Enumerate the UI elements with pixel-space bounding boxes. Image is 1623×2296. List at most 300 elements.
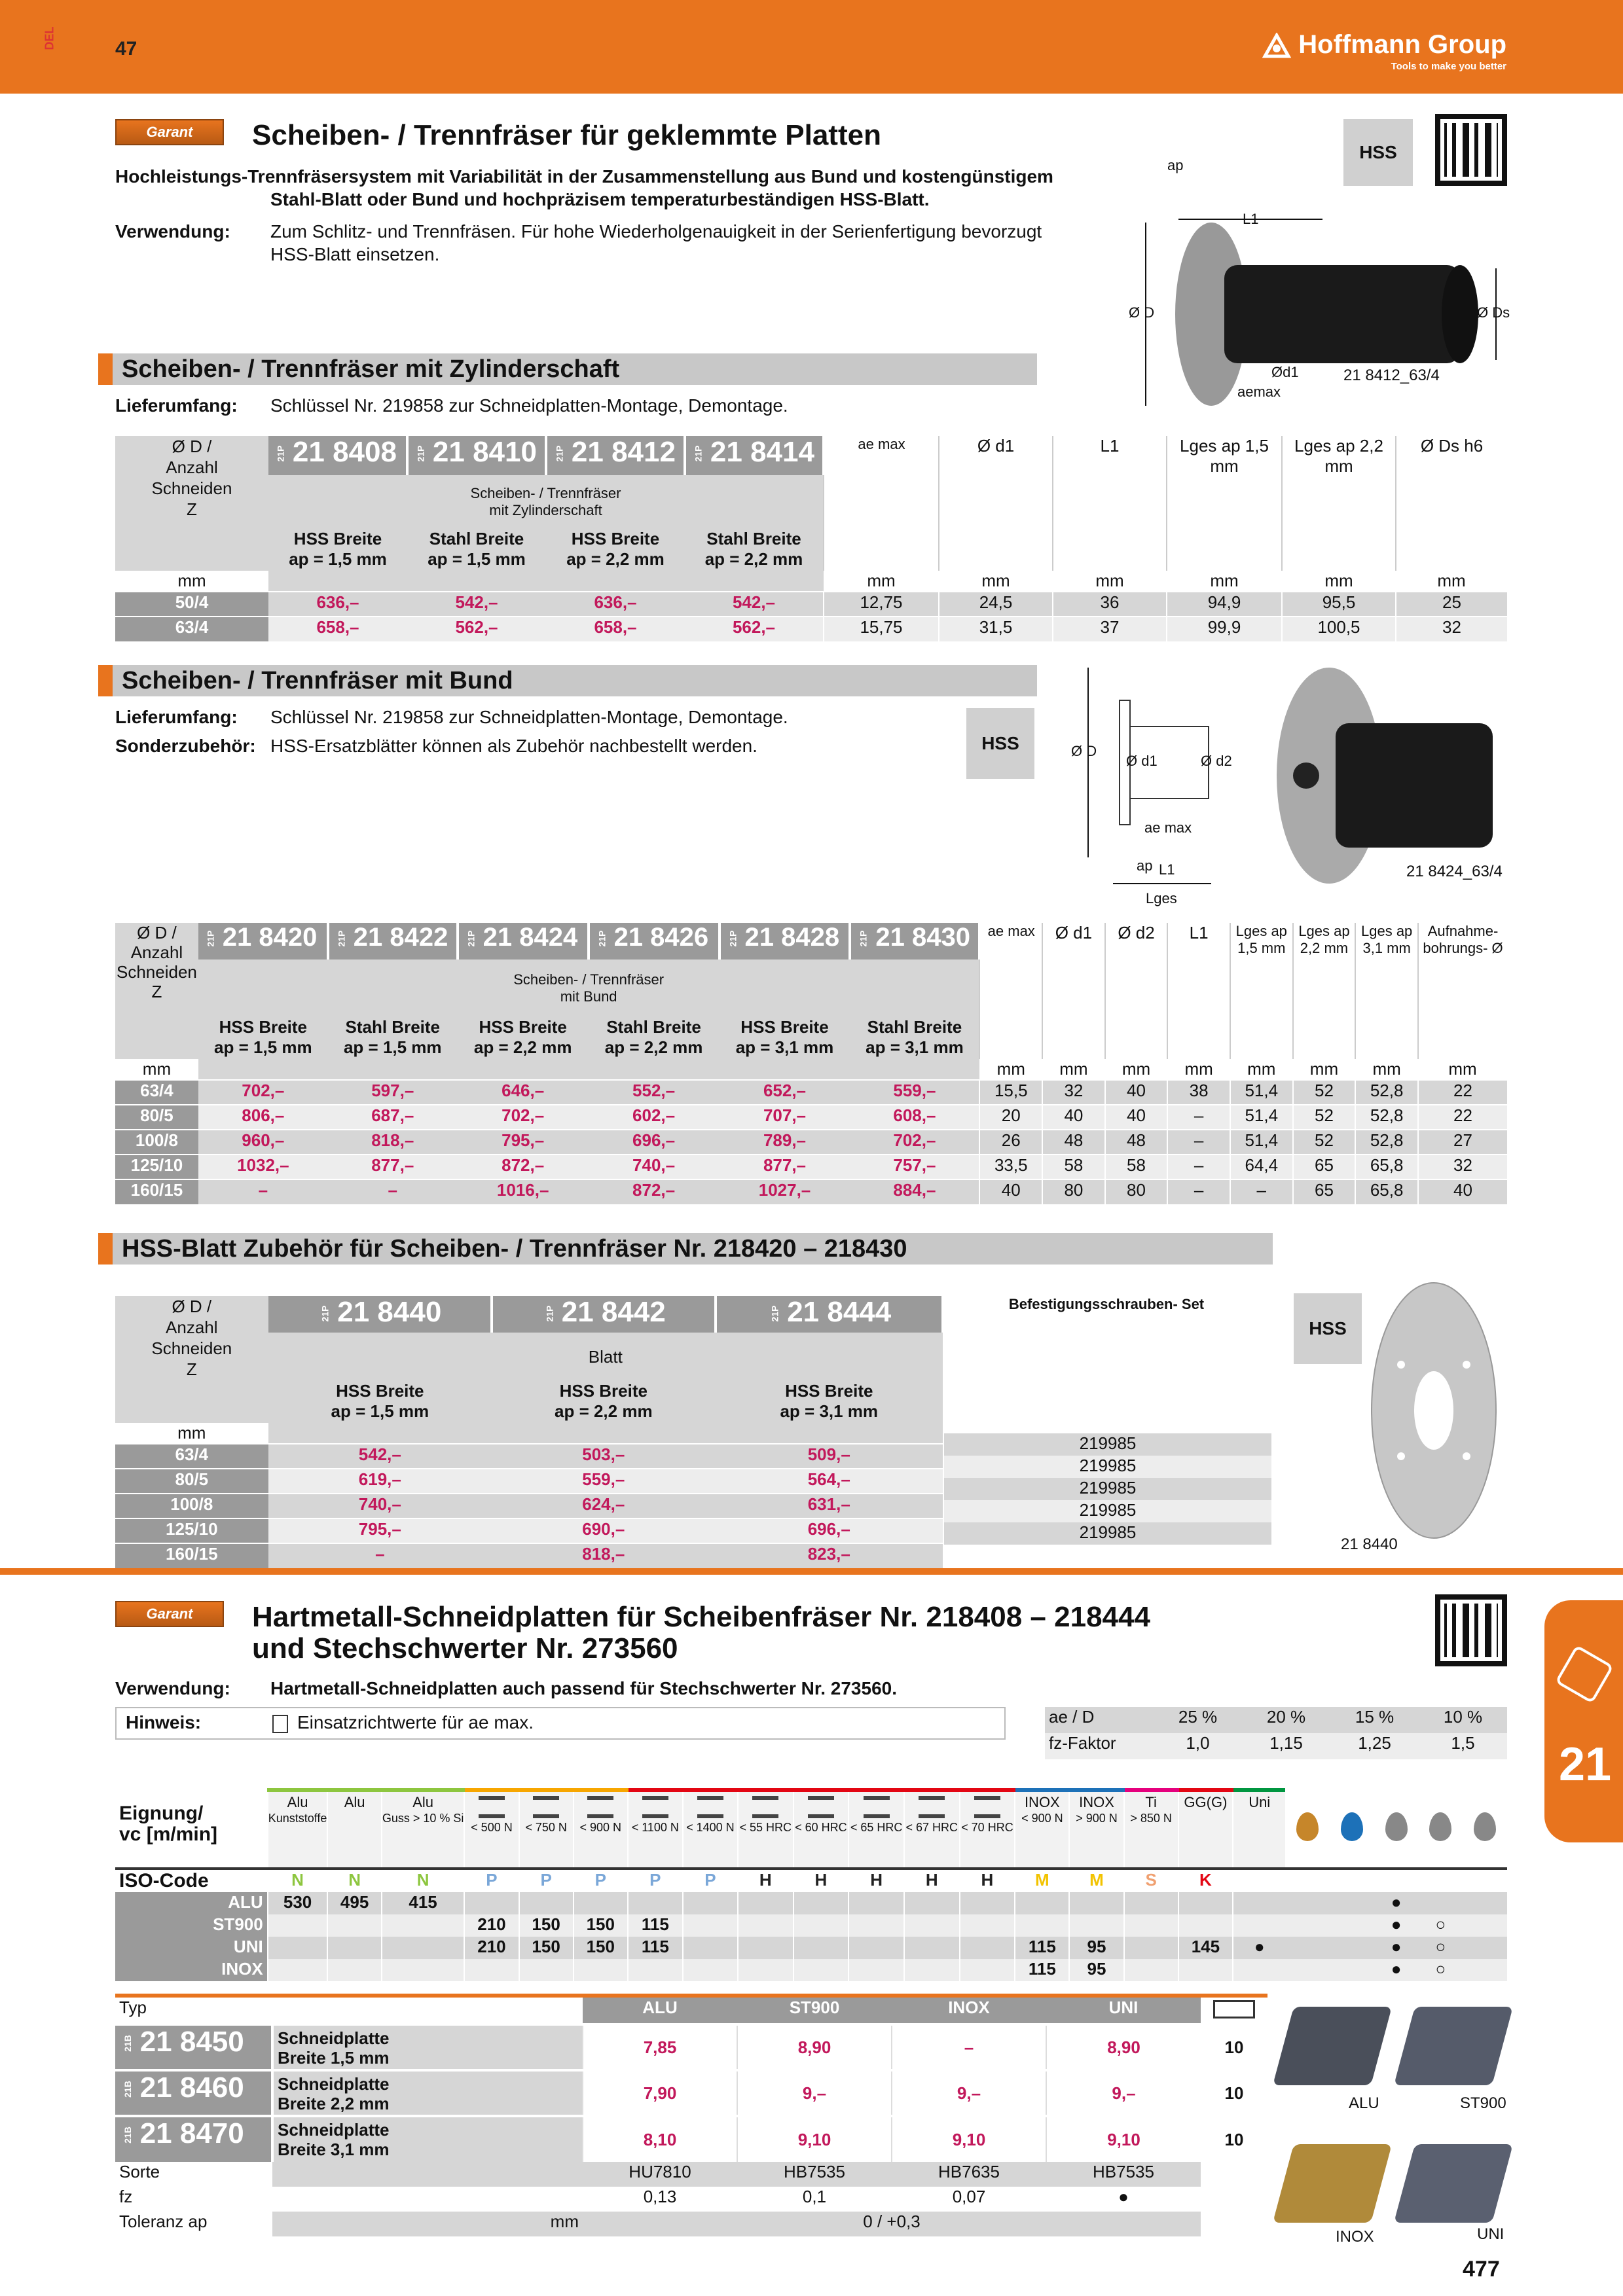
pack-qty: 10 (1224, 2083, 1244, 2103)
brand-name: Hoffmann Group (1298, 30, 1506, 59)
dim-ds: Ø Ds (1477, 304, 1510, 321)
coolant-suit (1285, 1937, 1330, 1959)
hint-label: Hinweis: (126, 1712, 202, 1732)
vc-value (848, 1959, 904, 1981)
iso-code: S (1124, 1869, 1178, 1892)
price-cell: 658,– (546, 617, 685, 641)
price-cell: 509,– (716, 1444, 943, 1469)
vc-value (848, 1914, 904, 1937)
vc-value (793, 1914, 849, 1937)
article-218410[interactable]: 21P 21 8410 (407, 436, 546, 475)
coolant-suit (1463, 1914, 1507, 1937)
suit-grid (115, 1788, 1507, 1981)
dim-ap-2: ap (1137, 857, 1153, 874)
vc-value (904, 1959, 960, 1981)
dim-d1: Ød1 (1271, 364, 1299, 380)
brand-tagline: Tools to make you better (1391, 61, 1506, 72)
dim-cell: 100,5 (1282, 617, 1396, 641)
insert-article[interactable] (115, 2024, 272, 2070)
set-number: 219985 (944, 1500, 1271, 1522)
price-cell: 619,– (268, 1469, 492, 1494)
vc-value (1124, 1914, 1178, 1937)
vc-value: 115 (628, 1937, 683, 1959)
price-cell: 702,– (458, 1105, 589, 1130)
vc-value: 495 (327, 1892, 381, 1914)
dim-cell: 27 (1418, 1130, 1507, 1155)
table-row (115, 1130, 1507, 1155)
price-cell: 559,– (850, 1080, 979, 1105)
article-218412[interactable]: 21P 21 8412 (546, 436, 685, 475)
chapter-tab[interactable] (1544, 1600, 1623, 1842)
dim-cell: 51,4 (1230, 1105, 1293, 1130)
price-cell: 960,– (198, 1130, 328, 1155)
dim-cell: 38 (1167, 1080, 1230, 1105)
row-size: 125/10 (115, 1518, 268, 1543)
article-218414[interactable]: 21P 21 8414 (685, 436, 824, 475)
vc-value (738, 1892, 793, 1914)
iso-code: H (738, 1869, 793, 1892)
img-label: UNI (1477, 2225, 1504, 2243)
price-cell: 652,– (720, 1080, 850, 1105)
hint-box (115, 1707, 1006, 1740)
material-icon (479, 1796, 505, 1818)
table-icon (272, 1715, 288, 1733)
suit-label-line: vc [m/min] (119, 1823, 218, 1845)
vc-value (793, 1959, 849, 1981)
coolant-suit (1285, 1914, 1330, 1937)
iso-label: ISO-Code (115, 1869, 268, 1892)
price-cell: 702,– (198, 1080, 328, 1105)
dim-cell: 24,5 (939, 592, 1053, 617)
table-row (944, 1522, 1271, 1545)
img-label: ST900 (1460, 2094, 1506, 2112)
sub-header: Scheiben- / Trennfräser mit Zylinderschaft (268, 475, 824, 529)
dim-cell: – (1230, 1179, 1293, 1204)
price-cell: 597,– (328, 1080, 458, 1105)
dim-cell: 33,5 (979, 1155, 1042, 1179)
drawing-caption-2: 21 8424_63/4 (1406, 863, 1503, 880)
material-name: INOX (1024, 1794, 1060, 1810)
iso-code: N (268, 1869, 328, 1892)
row-size: 100/8 (115, 1494, 268, 1518)
fz-val: 0,13 (643, 2187, 677, 2206)
article-218430[interactable]: 21P 21 8430 (850, 923, 979, 960)
vc-value (268, 1959, 328, 1981)
table-bund (115, 923, 1507, 1204)
row-size: 80/5 (115, 1469, 268, 1494)
row-size: 50/4 (115, 592, 268, 617)
dim-cell: 65 (1293, 1179, 1356, 1204)
air-icon (1474, 1812, 1496, 1841)
vc-value (327, 1914, 381, 1937)
material-icon (864, 1796, 890, 1818)
dim-cell: 52,8 (1355, 1105, 1418, 1130)
vc-value (904, 1892, 960, 1914)
fz-val: 0,1 (802, 2187, 827, 2206)
coolant-suit: ● (1374, 1914, 1419, 1937)
sorte-val: HB7535 (737, 2162, 892, 2187)
head-aemax-2: ae max (979, 923, 1042, 1059)
vc-value: 115 (628, 1914, 683, 1937)
inserts-title-2: und Stechschwerter Nr. 273560 (252, 1632, 678, 1664)
vc-value (382, 1959, 465, 1981)
dim-cell: 40 (979, 1179, 1042, 1204)
dim-cell: 58 (1042, 1155, 1105, 1179)
material-col (574, 1790, 628, 1869)
vc-value: 150 (519, 1914, 574, 1937)
material-col (793, 1790, 849, 1869)
vc-value: 210 (464, 1914, 519, 1937)
iso-code: M (1069, 1869, 1123, 1892)
coolant-oil-icon (1296, 1812, 1319, 1841)
material-sub: < 60 HRC (795, 1821, 847, 1834)
suit-label (115, 1790, 268, 1869)
use-text-2: HSS-Blatt einsetzen. (270, 244, 440, 264)
article-prefix: 21B (122, 2081, 133, 2098)
desc-line: Schneidplatte (278, 2120, 390, 2140)
suit-row (115, 1914, 1507, 1937)
variant-2: Stahl Breite ap = 1,5 mm (407, 529, 546, 571)
section-title-3: HSS-Blatt Zubehör für Scheiben- / Trennfräser Nr. 218420 – 218430 (98, 1233, 1273, 1265)
material-col (382, 1790, 465, 1869)
table-row (115, 1105, 1507, 1130)
img-label: ALU (1349, 2094, 1379, 2112)
drawing-caption-1: 21 8412_63/4 (1343, 367, 1440, 384)
sub-header-3: Blatt (268, 1333, 943, 1381)
dim-cell: 80 (1105, 1179, 1168, 1204)
unit: mm (1448, 1059, 1477, 1079)
insert-image-st900 (1394, 2007, 1513, 2085)
material-col (464, 1790, 519, 1869)
article-218420[interactable]: 21P 21 8420 (198, 923, 328, 960)
lief-text-2: Schlüssel Nr. 219858 zur Schneidplatten-Montage, Demontage. (270, 707, 788, 727)
material-sub: < 1400 N (686, 1821, 735, 1834)
price-cell: 658,– (268, 617, 407, 641)
row-size: 63/4 (115, 1444, 268, 1469)
coolant-emulsion-icon (1341, 1812, 1363, 1841)
dim-cell: 26 (979, 1130, 1042, 1155)
iso-code: K (1178, 1869, 1233, 1892)
dim-ap: ap (1167, 157, 1184, 173)
grade-name: UNI (115, 1937, 268, 1959)
table-row (944, 1478, 1271, 1500)
vc-value (327, 1937, 381, 1959)
insert-images (1283, 1994, 1506, 2262)
dim-cell: 52 (1293, 1130, 1356, 1155)
price-cell: 757,– (850, 1155, 979, 1179)
dim-cell: 65,8 (1355, 1155, 1418, 1179)
dim-cell: 51,4 (1230, 1130, 1293, 1155)
price-cell: 608,– (850, 1105, 979, 1130)
article-218424[interactable]: 21P 21 8424 (458, 923, 589, 960)
lief-text-1: Schlüssel Nr. 219858 zur Schneidplatten-Montage, Demontage. (270, 395, 788, 416)
table-row (115, 1494, 943, 1518)
article-218422[interactable]: 21P 21 8422 (328, 923, 458, 960)
dim-cell: 36 (1053, 592, 1167, 617)
material-col (327, 1790, 381, 1869)
drawing-cylinder-shank (1126, 157, 1506, 419)
price-cell: 696,– (589, 1130, 720, 1155)
desc-line: Breite 1,5 mm (278, 2048, 390, 2068)
price-cell: 877,– (720, 1155, 850, 1179)
head-d1: Ø d1 (939, 436, 1053, 571)
suitability-table (115, 1788, 1507, 1981)
set-header: Befestigungsschrauben- Set (1008, 1296, 1205, 1312)
divider (0, 1568, 1623, 1575)
price-cell: – (328, 1179, 458, 1204)
material-sub: Kunststoffe (268, 1812, 327, 1825)
vc-value: 415 (382, 1892, 465, 1914)
dry-icon (1429, 1812, 1451, 1841)
dim-cell: 48 (1105, 1130, 1168, 1155)
vc-value (904, 1914, 960, 1937)
vc-value (1233, 1959, 1285, 1981)
vc-value (793, 1937, 849, 1959)
price-cell: 8,90 (737, 2024, 892, 2070)
ae-val: 20 % (1266, 1707, 1306, 1727)
hss-badge-3: HSS (1294, 1293, 1362, 1364)
table-row (115, 1543, 943, 1568)
hint-text: Einsatzrichtwerte für ae max. (297, 1712, 534, 1732)
material-sub: < 500 N (471, 1821, 513, 1834)
unit: mm (1247, 1059, 1276, 1079)
dim-cell: – (1167, 1105, 1230, 1130)
price-cell: 818,– (492, 1543, 715, 1568)
vc-value: 210 (464, 1937, 519, 1959)
material-col (1233, 1790, 1285, 1869)
table-row (115, 1444, 943, 1469)
coolant-suit (1330, 1892, 1374, 1914)
price-cell: 806,– (198, 1105, 328, 1130)
dim-cell: 40 (1042, 1105, 1105, 1130)
vc-value: 150 (574, 1937, 628, 1959)
variant-3-2: HSS Breite ap = 2,2 mm (492, 1381, 715, 1423)
pack-qty: 10 (1224, 2129, 1244, 2149)
fz-head: fz-Faktor (1049, 1733, 1116, 1753)
price-cell: 7,85 (583, 2024, 737, 2070)
sub-header-2: Scheiben- / Trennfräser mit Bund (198, 960, 980, 1017)
material-col (268, 1790, 328, 1869)
coolant-suit (1463, 1937, 1507, 1959)
brand-logo (1262, 30, 1506, 72)
article-218442[interactable]: 21P 21 8442 (492, 1296, 715, 1333)
desc-line: Breite 2,2 mm (278, 2094, 390, 2113)
material-sub: < 900 N (579, 1821, 622, 1834)
unit: mm (142, 1059, 172, 1079)
material-icon (697, 1796, 723, 1818)
price-cell: 696,– (716, 1518, 943, 1543)
iso-code: H (793, 1869, 849, 1892)
unit: mm (1372, 1059, 1401, 1079)
vc-value (738, 1914, 793, 1937)
coolant-suit (1285, 1892, 1330, 1914)
price-cell: 624,– (492, 1494, 715, 1518)
iso-code: P (519, 1869, 574, 1892)
grade-head: ALU (583, 1996, 737, 2024)
spacer (1463, 1869, 1507, 1892)
price-cell: – (268, 1543, 492, 1568)
suit-row (115, 1959, 1507, 1981)
grade-head: ST900 (737, 1996, 892, 2024)
vc-value (1015, 1892, 1069, 1914)
use-label-2: Verwendung: (115, 1678, 230, 1698)
price-cell: 702,– (850, 1130, 979, 1155)
grade-name: ST900 (115, 1914, 268, 1937)
spacer (1418, 1869, 1463, 1892)
vc-value (382, 1937, 465, 1959)
price-cell: 9,10 (892, 2116, 1046, 2162)
spacer (1330, 1869, 1374, 1892)
dim-cell: 32 (1396, 617, 1507, 641)
tol-val: 0 / +0,3 (583, 2212, 1201, 2236)
vc-value (848, 1937, 904, 1959)
price-cell: 562,– (407, 617, 546, 641)
price-cell: 9,– (892, 2070, 1046, 2116)
article-218440[interactable]: 21P 21 8440 (268, 1296, 492, 1333)
dim-cell: – (1167, 1155, 1230, 1179)
vc-value (1178, 1892, 1233, 1914)
vc-value (628, 1892, 683, 1914)
use-label: Verwendung: (115, 221, 230, 242)
logo-icon (1262, 33, 1291, 59)
price-cell: 602,– (589, 1105, 720, 1130)
vc-value (960, 1959, 1015, 1981)
dim-cell: 40 (1105, 1105, 1168, 1130)
vc-value (574, 1892, 628, 1914)
price-cell: 1032,– (198, 1155, 328, 1179)
dim-d2-2: Ø d2 (1201, 753, 1232, 769)
coolant-suit: ○ (1418, 1914, 1463, 1937)
section-title-1: Scheiben- / Trennfräser mit Zylinderschaft (98, 353, 1037, 385)
dim-cell: 12,75 (824, 592, 939, 617)
spacer (1285, 1869, 1330, 1892)
insert-article[interactable] (115, 2116, 272, 2162)
unit: mm (1122, 1059, 1151, 1079)
insert-article[interactable] (115, 2070, 272, 2116)
price-cell: 631,– (716, 1494, 943, 1518)
article-218408[interactable]: 21P 21 8408 (268, 436, 407, 475)
material-col (628, 1790, 683, 1869)
price-cell: 877,– (328, 1155, 458, 1179)
dim-cell: 64,4 (1230, 1155, 1293, 1179)
price-cell: 7,90 (583, 2070, 737, 2116)
material-sub: < 1100 N (631, 1821, 679, 1834)
unit: mm (177, 571, 206, 590)
material-col (1124, 1790, 1178, 1869)
material-name: Alu (287, 1794, 308, 1810)
unit: mm (1437, 571, 1466, 590)
price-cell: 636,– (546, 592, 685, 617)
img-label: INOX (1336, 2228, 1374, 2246)
coolant-suit (1285, 1959, 1330, 1981)
coolant-emulsion-icon (1330, 1790, 1374, 1869)
suit-row (115, 1892, 1507, 1914)
insert-image-uni (1394, 2144, 1513, 2223)
unit: mm (981, 571, 1010, 590)
hss-badge: HSS (1343, 119, 1413, 186)
article-number: 21 8450 (139, 2026, 244, 2058)
price-cell: 8,90 (1046, 2024, 1201, 2070)
sorte-label: Sorte (119, 2162, 160, 2181)
vc-value (574, 1959, 628, 1981)
variant-3-1: HSS Breite ap = 1,5 mm (268, 1381, 492, 1423)
vc-value (848, 1892, 904, 1914)
table-row (115, 1469, 943, 1494)
material-icon (974, 1796, 1000, 1818)
variant-1: HSS Breite ap = 1,5 mm (268, 529, 407, 571)
unit: mm (1095, 571, 1124, 590)
ae-val: 25 % (1178, 1707, 1218, 1727)
price-cell: 1027,– (720, 1179, 850, 1204)
vc-value (268, 1937, 328, 1959)
product-desc-1: Hochleistungs-Trennfräsersystem mit Variabilität in der Zusammenstellung aus Bund und kostengünstigem (115, 166, 1053, 187)
iso-code: H (904, 1869, 960, 1892)
dim-cell: 99,9 (1167, 617, 1282, 641)
price-cell: 9,10 (737, 2116, 892, 2162)
head-aufnahme: Aufnahme- bohrungs- Ø (1418, 923, 1507, 1059)
insert-row (115, 2024, 1267, 2070)
variant-2-1: HSS Breite ap = 1,5 mm (198, 1017, 328, 1059)
article-218428[interactable]: 21P 21 8428 (720, 923, 850, 960)
material-icon (533, 1796, 559, 1818)
qr-code-2[interactable] (1435, 1594, 1507, 1666)
coolant-suit: ● (1374, 1959, 1419, 1981)
price-cell: 559,– (492, 1469, 715, 1494)
dry-icon (1418, 1790, 1463, 1869)
iso-code (1233, 1869, 1285, 1892)
material-col (904, 1790, 960, 1869)
vc-value: 530 (268, 1892, 328, 1914)
article-218444[interactable]: 21P 21 8444 (716, 1296, 943, 1333)
price-cell: 823,– (716, 1543, 943, 1568)
table-cylinder-shank (115, 436, 1507, 641)
material-sub: < 65 HRC (850, 1821, 903, 1834)
dim-cell: 94,9 (1167, 592, 1282, 617)
insert-row (115, 2070, 1267, 2116)
price-cell: 564,– (716, 1469, 943, 1494)
dim-l1: L1 (1243, 211, 1259, 227)
material-sub: > 850 N (1130, 1812, 1172, 1825)
page-number-top: 47 (115, 38, 137, 60)
dim-cell: 40 (1105, 1080, 1168, 1105)
vc-value (1124, 1892, 1178, 1914)
dim-cell: 52,8 (1355, 1130, 1418, 1155)
price-cell: 687,– (328, 1105, 458, 1130)
coolant-suit (1463, 1959, 1507, 1981)
fz-val: ● (1118, 2187, 1129, 2206)
dim-cell: 15,5 (979, 1080, 1042, 1105)
lief-label-2: Lieferumfang: (115, 707, 238, 727)
table-row (115, 592, 1507, 617)
table-row (115, 617, 1507, 641)
vc-value (1178, 1959, 1233, 1981)
vc-value (1069, 1914, 1123, 1937)
head-d1-2: Ø d1 (1042, 923, 1105, 1059)
material-name: Alu (344, 1794, 365, 1810)
fz-val: 1,15 (1269, 1733, 1303, 1753)
insert-row (115, 2116, 1267, 2162)
head-lges-22: Lges ap 2,2 mm (1282, 436, 1396, 571)
vc-value: 95 (1069, 1937, 1123, 1959)
article-218426[interactable]: 21P 21 8426 (589, 923, 720, 960)
sorte-val: HB7635 (892, 2162, 1046, 2187)
price-cell: 636,– (268, 592, 407, 617)
coolant-mist-icon (1385, 1812, 1408, 1841)
head-lges31-2: Lges ap 3,1 mm (1355, 923, 1418, 1059)
ae-val: 10 % (1443, 1707, 1483, 1727)
unit: mm (996, 1059, 1025, 1079)
price-cell: 795,– (458, 1130, 589, 1155)
